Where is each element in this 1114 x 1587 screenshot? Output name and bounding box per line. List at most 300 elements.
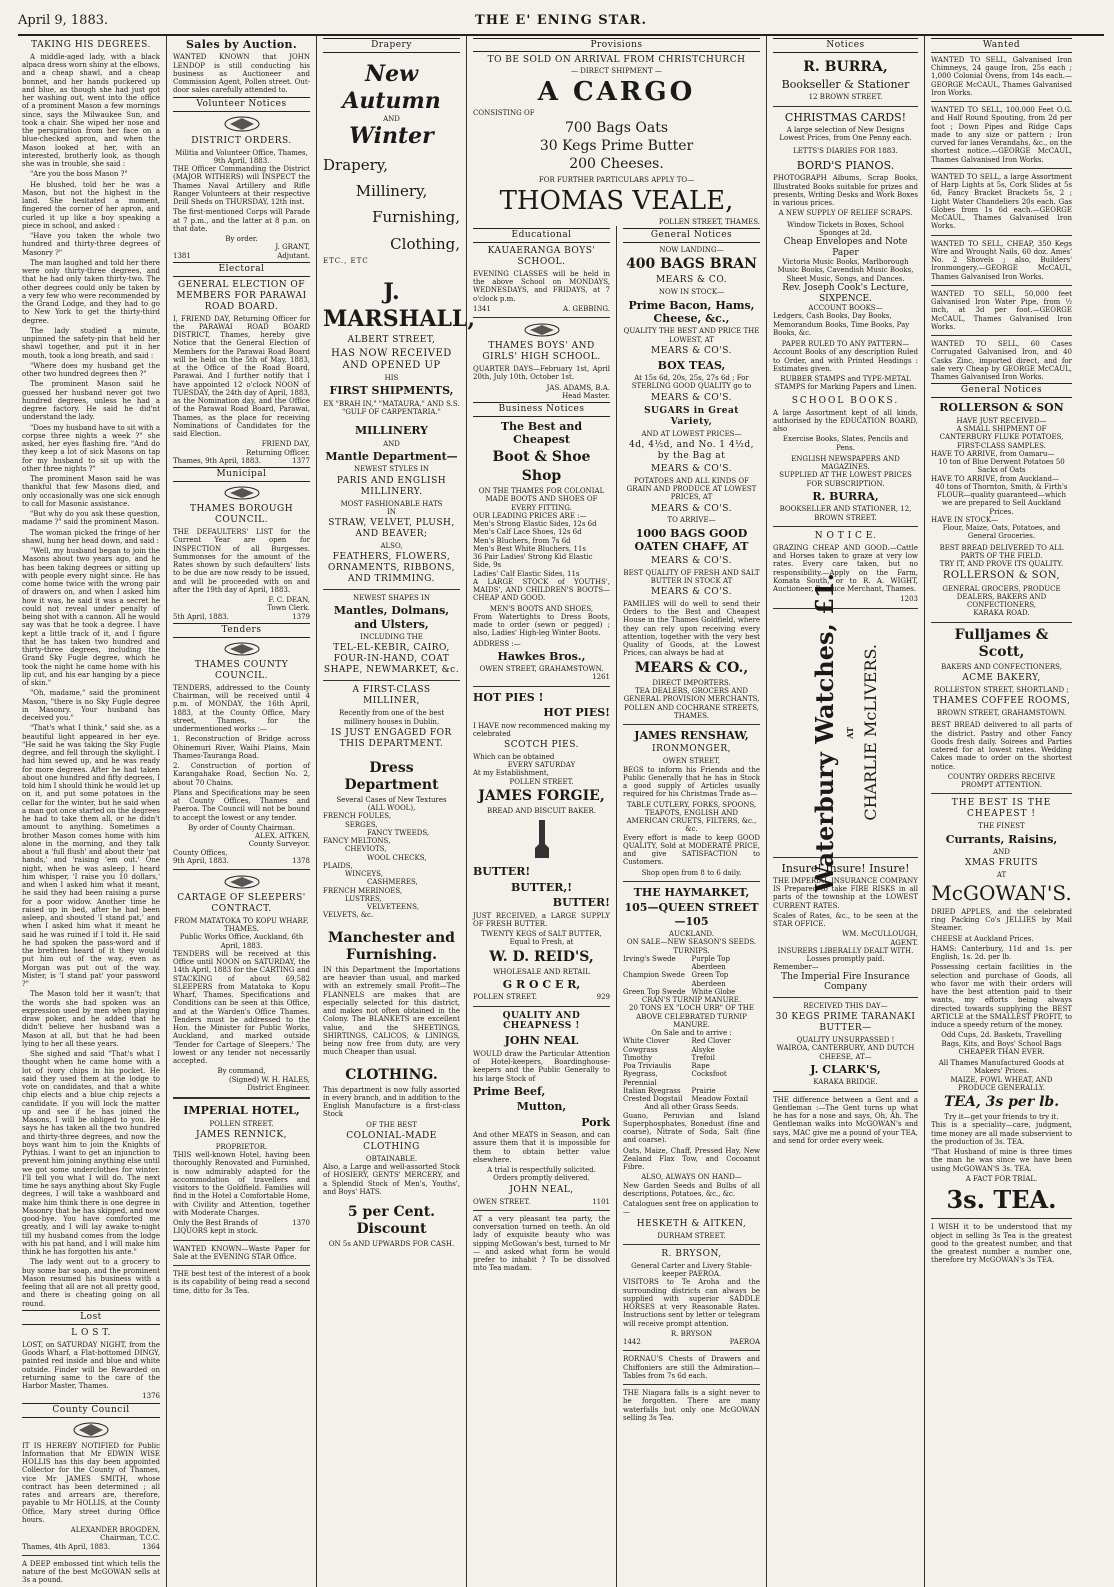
electoral-date: Thames, 9th April, 1883. [173,456,262,465]
section-provisions: Provisions [473,38,760,52]
filler-text: THE Niagara falls is a sight never to be forgotten. There are many waterfalls but only one McGOWAN selling 3s Tea. [623,1389,760,1422]
oaten-chaff: 1000 BAGS GOOD OATEN CHAFF, AT [634,526,749,554]
tenders-item: 1. Reconstruction of Bridge across Ohinemuri River, Waihi Plains, Main Thames-Tauranga Road. [173,735,310,760]
insure-company: THE IMPERIAL INSURANCE COMPANY [773,876,918,885]
neal-text: WOULD draw the Particular Attention of Hotel-keepers, Boardinghouse-keepers and the Public Generally to his large Stock of [473,1049,610,1083]
seed-item: Trefoil [691,1053,715,1062]
rollerson-try: TRY IT, AND PROVE ITS QUALITY. [939,560,1064,569]
coffee-rooms: THAMES COFFEE ROOMS, [932,696,1071,707]
tenders-place: County Offices, [173,848,228,857]
renshaw-trade: IRONMONGER, [652,744,731,755]
ad-number: 1377 [292,456,310,465]
bryson-place: PAEROA [729,1338,760,1347]
bryson-subtitle: General Carter and Livery Stable-keeper PAEROA. [631,1261,752,1279]
families-text: FAMILIES will do well to send their Orders to the Best and Cheapest House in the Thames Goldfield, where they can rely upon receiving every attention, together with the very best Quality of Goods, at the Lowest Prices, can always be had at [623,599,760,658]
tenders-signatory: ALEX. AITKEN, [255,832,310,841]
boot-price-item: 36 Pair Ladies' Strong Kid Elastic Side, 9s [473,553,593,570]
haymarket-city: AUCKLAND. [669,930,714,939]
story-headline: TAKING HIS DEGREES. [31,40,151,50]
pianos-text: BORD'S PIANOS. [796,158,895,172]
wanted-ad: WANTED TO SELL, CHEAP, 350 Kegs Wire and Wrought Nails, 60 doz. Ames' No. 2 Shovels ; also, Builders' Ironmongery.—GEORGE McCAUL, Thames Galvanised Iron Works. [931,239,1072,281]
neal-headline: QUALITY AND CHEAPNESS ! [502,1010,581,1032]
crest-icon [222,485,262,501]
story-paragraph: "Well, my husband began to join the Masons about two years ago, and he has been taking degrees or sitting up with people every night since. He has come home twice with the wrong pair of drawers on, and when I asked him how it was, he said it was a secret he could not reveal under penalty of being shot with a cannon. All he would say was that he took a degree. I have kept a little track of it, and I figure that he has taken two hundred and thirty-three degrees, including the Grand Sky Fugle degree, which he took the night he came home with his lip cut, and his ear hanging by a piece of skin." [22,547,160,688]
cartage-title: CARTAGE OF SLEEPERS' CONTRACT. [177,893,306,914]
rollerson-arrive-text: 10 ton of Blue Derwent Potatoes 50 Sacks of Oats [938,458,1065,475]
cargo-heading: A CARGO [537,77,696,108]
wanted-text: WANTED KNOWN—Waste Paper for Sale at the EVENING STAR Office. [173,1244,310,1261]
pointing-hand-icon [532,818,552,862]
school-text: A large Assortment kept of all kinds, authorised by the EDUCATION BOARD, also [773,408,918,434]
clothing-text: This department is now fully assorted in every branch, and in addition to the English Manufacture is a first-class Stock [323,1085,460,1119]
burra-subtitle: Bookseller & Stationer [781,78,910,92]
mcgowan-name: McGOWAN'S. [931,881,1072,906]
bryson-name-2: R. BRYSON [670,1329,713,1338]
council-text: IT IS HEREBY NOTIFIED for Public Information that Mr EDWIN WISE HOLLIS has this day been appointed Collector for the County of Thames, vice Mr JAMES SMITH, whose contract has been determined ; all rates and arrears are, therefore, payable to Mr HOLLIS, at the County Office, Mary street during Office hours. [22,1441,160,1524]
reid-address: POLLEN STREET. [473,993,538,1002]
clover-list [623,1037,760,1103]
wanted-ad: WANTED TO SELL, 60 Cases Corrugated Galvanised Iron, and 40 Casks Zinc, imported direct, and for sale very Cheap by GEORGE McCAUL, Thames Galvanised Iron Works. [931,340,1072,382]
ad-number: 1376 [142,1392,160,1401]
ad-number: 1101 [592,1197,610,1206]
section-educational: Educational [473,228,610,243]
turnips-heading: TURNIPS. [673,946,710,955]
column-5 [616,226,766,1587]
volunteer-subtitle: Militia and Volunteer Office, Thames, 9th April, 1883. [175,148,308,165]
story-paragraph: She sighed and said "That's what I thought when he came home with a lot of ivory chips in his pocket. He said they used them at the lodge to vote on candidates, and that a white chip elects and a blue chip rejects a candidate. If you will lock the matter up and see if he has joined the Masons, I will be obliged to you. He says he has taken all the two hundred and thirty-three degrees, and now the boys want him to join the Knights of Pythias. I want to get an injunction to prevent him joining anything else until we got some underclothes for winter. I'll tell you what I will do. The next time he says anything about Sky Fugle degrees, I will take a washboard and make him think there is one degree in Masonry that he has skipped, and now good-bye. You have comforted me greatly, and I will lay awake to-night till my husband comes from the lodge with his pat hand, and I will make him think he has forgotten his ante." [22,1050,160,1257]
electoral-signatory: FRIEND DAY, [261,440,310,449]
xmas-fruits: XMAS FRUITS [965,858,1038,869]
marshall-address: ALBERT STREET, [347,334,436,345]
ad-number: 1341 [473,304,491,313]
section-business: Business Notices [473,402,610,417]
cargo-item: 30 Kegs Prime Butter [539,137,694,154]
rollerson-name-2: ROLLERSON & SON, [942,570,1061,582]
at-text: AT [996,871,1007,880]
neal-name-2: JOHN NEAL, [509,1184,574,1195]
butter-kegs: TWENTY KEGS of SALT BUTTER, Equal to Fresh, at [481,930,602,947]
pies-obtained: Which can be obtained [473,752,555,761]
cartage-office: Public Works Office, Auckland, 6th April, 1883. [179,933,304,950]
three-tea: 3s. TEA. [946,1185,1057,1215]
reid-subtitle: WHOLESALE AND RETAIL [493,967,590,976]
boot-price-item: Men's Calf Lace Shoes, 12s 6d [473,528,582,537]
discount-heading: 5 per Cent. Discount [347,1204,436,1238]
seed-item: Crested Dogstail [623,1095,683,1104]
edu-title: KAUAERANGA BOYS' SCHOOL. [487,245,596,267]
rollerson-bread: BEST BREAD DELIVERED TO ALL PARTS OF THE FIELD. [939,543,1064,560]
manure-heading: CRAN'S TURNIP MANURE. [641,996,742,1005]
fabric-item: VELVETEENS, [367,903,419,912]
dried-text: DRIED APPLES, and the celebrated ring Packing Co's JELLIES by Mail Steamer. [931,907,1072,933]
hotel-footnote: Only the Best Brands of LIQUORS kept in stock. [173,1219,258,1236]
millinery-heading: MILLINERY [354,424,429,438]
also-sale: On Sale and to arrive : [651,1029,732,1038]
fabric-item: CASHMERES, [367,878,418,887]
rollerson-received: HAVE JUST RECEIVED— [956,416,1047,425]
best-is-cheapest: THE BEST IS THE CHEAPEST ! [951,798,1052,820]
also-text: ALSO, [380,541,403,550]
cheap-text: Cheap Envelopes and Note Paper [783,237,908,258]
seed-item: Timothy [623,1053,653,1062]
newest-text: NEWEST STYLES IN [354,465,429,474]
neal-name: JOHN NEAL [504,1034,579,1048]
municipal-signatory: F. C. DEAN, [268,596,310,605]
edu-text: EVENING CLASSES will be held in the above School on MONDAYS, WEDNESDAYS, and FRIDAYS, at 7 o'clock p.m. [473,269,610,303]
kegs-text: 30 KEGS PRIME TARANAKI BUTTER— [775,1012,916,1034]
mears-name: MEARS & CO'S. [651,392,732,403]
story-paragraph: The man laughed and told her there were only thirty-three degrees, and that he had only taken thirty-two. The other degrees could only be taken by a very few who were recommended by the Grand Lodge, and they had to go to New York to get the thirty-third degree. [22,258,160,325]
turnip-item: White Globe [691,987,736,996]
volunteer-text-2: The first-mentioned Corps will Parade at 7 p.m., and the latter at 8 p.m. on that date. [173,208,310,233]
pies-street: POLLEN STREET. [509,777,574,786]
story-paragraph: A middle-aged lady, with a black alpaca dress worn shiny at the elbows, and a cheap shawl, and a cheap bonnet, and her hands puckered up and blue, as though she had just got her washing out, went into the office of a prominent Mason a few mornings since, says the Milwaukee Sun, and took a chair. She wiped her nose and the perspiration from her face on a blue-checked apron, and when the Mason looked at her, with an interested, brotherly look, as though she was in trouble, she said : [22,52,160,169]
column-1 [16,36,166,1587]
fulljames-name: Fulljames & Scott, [954,626,1049,660]
wairoa-text: WAIROA, CANTERBURY, AND DUTCH CHEESE, AT— [776,1044,915,1061]
relief-text: A NEW SUPPLY OF RELIEF SCRAPS. [778,209,913,218]
story-paragraph: The lady studied a minute, unpinned the safety-pin that held her shawl together, and put it in her mouth, took a long breath, and said : [22,326,160,360]
electoral-title: GENERAL ELECTION OF MEMBERS FOR PARAWAI ROAD BOARD. [176,279,307,312]
hesketh-address: DURHAM STREET. [657,1231,726,1240]
reid-grocer: G R O C E R, [502,977,581,991]
turnip-item: Irving's Swede [623,954,676,963]
importers-text: DIRECT IMPORTERS. [652,678,731,687]
tenders-order: By order of County Chairman. [188,823,295,832]
cargo-consisting: CONSISTING OF [473,109,535,118]
column-3 [316,36,476,1587]
neal-orders: Orders promptly delivered. [493,1174,590,1183]
edu-signatory: A. GEBBING. [563,304,610,313]
tea-try: Try it—get your friends to try it. [944,1113,1059,1122]
scotch-pies: SCOTCH PIES. [504,740,579,750]
dress-wool: (ALL WOOL), [367,804,416,813]
section-general-notices: General Notices [623,228,760,243]
neal-text-2: And other MEATS in Season, and can assure them that it is impossible for them to obtain better value elsewhere. [473,1131,610,1164]
fabric-item: FANCY MELTONS, [323,837,391,846]
municipal-title: THAMES BOROUGH COUNCIL. [189,504,294,526]
insure-scales: Scales of Rates, &c., to be seen at the STAR OFFICE. [773,911,918,929]
renshaw-hours: Shop open from 8 to 6 daily. [641,868,742,877]
story-paragraph: "Does my husband have to sit with a corpse three nights a week ?" she asked, her eyes flashing fire. "And do they keep a lot of sick Masons on tap for my husband to sit up with the other three nights ?" [22,423,160,473]
ad-number: 1261 [592,673,610,682]
burra-subtitle-2: BOOKSELLER AND STATIONER, 12, BROWN STREET. [779,505,912,522]
boot-large: A LARGE STOCK of YOUTHS', MAIDS', AND CHILDREN'S BOOTS—CHEAP AND GOOD. [473,577,610,603]
dress-text: Several Cases of New Textures [336,795,447,804]
box-prices: At 15s 6d, 20s, 25s, 27s 6d ; For STERLING GOOD QUALITY go to [631,374,752,391]
story-paragraph: "Are you the boss Mason ?" [30,170,128,179]
watches-at: AT [844,726,855,739]
account-text: ACCOUNT BOOKS— [808,304,883,313]
column-7 [924,36,1078,1587]
crest-icon [222,115,262,133]
tenders-text-2: Plans and Specifications may be seen at County Offices, Thames and Paeroa. The Council will not be bound to accept the lowest or any tender. [173,788,310,822]
bryson-text: VISITORS to Te Aroha and the surrounding districts can always be supplied with superior SADDLE HORSES at very Reasonable Rates. Instructions sent by letter or telegram will receive prompt attention. [623,1278,760,1328]
mantle-heading: Mantle Department— [325,449,458,463]
forgie-name: JAMES FORGIE, [478,787,605,804]
fabric-item: VELVETS, &c. [323,911,374,920]
provisions-direct: — DIRECT SHIPMENT — [571,67,662,75]
drapery-headline: New Autumn [342,60,441,114]
mears-name: MEARS & CO'S. [651,587,732,598]
seed-item: Rape [691,1062,710,1071]
volunteer-title: DISTRICT ORDERS. [191,135,292,146]
volunteer-role: Adjutant. [277,251,310,260]
cartage-signatory: (Signed) W. H. HALES, [229,1075,310,1084]
clark-address: KARAKA BRIDGE. [813,1078,878,1087]
columns-4-5 [466,36,766,1587]
manchester-text: IN this Department the Importations are heavier than usual, and marked with an extremely small Profit—The FLANNELS are makes that are especially selected for this district, and makes not often obtained in the Colony. The BLANKETS are excellent value, and the SHEETINGS, SHIRTINGS, CALICOS, & LININGS, being now free from duty, are very much Cheaper than usual. [323,965,460,1057]
column-2 [166,36,316,1587]
neal-pork: Pork [581,1115,610,1129]
victoria-text: Victoria Music Books, Marlborough Music Books, Cavendish Music Books, Sheet Music, Songs, and Dances. [777,258,914,283]
marshall-ships: EX "BRAH IN," "MATAURA," AND S.S. "GULF OF CARPENTARIA." [323,399,460,417]
rollerson-arrive: HAVE TO ARRIVE, from Oamaru— [931,449,1055,458]
pies-text: I HAVE now recommenced making my celebrated [473,721,610,738]
photo-text: PHOTOGRAPH Albums, Scrap Books, Illustrated Books suitable for prizes and presents, Writing Desks and Work Boxes in various prices. [773,174,918,208]
boot-subtitle: ON THE THAMES FOR COLONIAL MADE BOOTS AND SHOES OF EVERY FITTING. [478,487,605,512]
fabric-item: LUSTRES, [345,894,382,903]
filler-text: THE difference between a Gent and a Gentleman :—The Gent turns up what he has for a nose and says, Oh, Ah. The Gentleman walks into McGOWAN's and says, MAC give me a pound of your TEA, and send for order every week. [773,1095,918,1145]
tea-speciality: This is a speciality—care, judgment, time money are all made subservient to the production of 3s. TEA. [931,1121,1072,1146]
ad-number: 1203 [900,595,918,604]
boot-heading-2: Boot & Shoe [492,448,591,465]
rollerson-stock-text: Flour, Maize, Oats, Potatoes, and General Groceries. [942,524,1061,541]
paris-text: PARIS AND ENGLISH MILLINERY. [336,475,447,497]
coffee-address: BROWN STREET, GRAHAMSTOWN. [936,709,1067,718]
tenders-text: TENDERS, addressed to the County Chairman, will be received until 4 p.m. of MONDAY, the 16th April, 1883, at the County Office, Mary street, Thames, for the undermentioned works :— [173,683,310,734]
mantles-heading: Mantles, Dolmans, and Ulsters, [333,604,450,631]
turnip-item: Green Top Swede [623,987,686,996]
mears-name: MEARS & CO. [655,275,728,286]
neal-beef: Prime Beef, [473,1084,546,1098]
section-drapery: Drapery [323,38,460,53]
volunteer-signatory: J. GRANT, [275,243,310,252]
garden-text: New Garden Seeds and Bulbs of all descriptions, Potatoes, &c., &c. [623,1181,760,1198]
exercise-text: Exercise Books, Slates, Pencils and Pens. [782,435,909,452]
bags-bran: 400 BAGS BRAN [626,256,757,273]
story-paragraph: "That's what I think," said she, as a beautiful light appeared in her eye. "He said he was taking the Sky Fugle degree, and fell through the skylight. I had him sewed up, and he was ready for more degrees. After he had taken about one hundred and fifty degrees, I told him I should think he would let up on it, and put some potatoes in the cellar for the winter, but he said when a man got once started on the degrees he had to take them all, or he didn't amount to anything. Sometimes a brother Mason comes home with him alone in the morning, and they talk about a 'full flush' and about their 'pat hands,' and 'raising 'em out.' One night, when he was asleep, I heard him whisper, 'I raise you 10 dollars,' and when I asked him what it meant, he said they had been raising a purse for a poor widow. Another time he raised up in bed, after he had been asleep, and shouted 'I stand pat,' and when I asked him what it meant he said he was ruined if I told it. He said he had spoken the pass-word and if the brethren heard of it they would put him out of the way, even as Morgan was put out of the way. Mister, is 'I stand pat' your password ?" [22,724,160,989]
odd-text: Odd Cups, 2d. Baskets, Travelling Bags, Kits, and Boys' School Bags CHEAPER THAN EVER. [941,1031,1062,1056]
notice-text: GRAZING CHEAP AND GOOD.—Cattle and Horses taken to graze at very low rates. Every care taken, but no responsibility.—Apply on the Farm, Komata South, or to R. A. WIGHT, Auctioneer, Produce Merchant, Thames. [773,543,918,594]
insure-text: IS Prepared to take FIRE RISKS in all parts of the township at the LOWEST CURRENT RATES. [773,885,918,910]
finest-text: THE FINEST [978,822,1025,831]
boot-text: From Watertights to Dress Boots, made to order (sewn or pegged) ; also, Ladies' High-leg Winter Boots. [473,612,610,638]
colonial-text: COLONIAL-MADE CLOTHING [346,1130,437,1152]
cartage-subtitle: FROM MATATOKA TO KOPU WHARF, THAMES. [174,916,309,934]
cartage-text: TENDERS will be received at this Office until NOON on SATURDAY, the 14th April, 1883 for the CARTING and STACKING of about 69,582 SLEEPERS from Matatoka to Kopu Wharf, Thames. Specifications and Conditions can be seen at this Office, and at the Warden's Office Thames. Tenders must be addressed to the Hon. the Minister for Public Works, Auckland, and marked outside 'Tender for Cartage of Sleepers.' The lowest or any tender not necessarily accepted. [173,949,310,1066]
neal-mutton: Mutton, [516,1100,567,1114]
hotel-text: THIS well-known Hotel, having been thoroughly Renovated and Furnished, is now admirably adapted for the accommodation of travellers and visitors to the Goldfield. Families will find in the Hotel a Comfortable Home, with Civility and Attention, together with Moderate Charges. [173,1151,310,1217]
section-wanted: Wanted [931,38,1072,53]
fabric-list [323,812,460,919]
electoral-text: I, FRIEND DAY, Returning Officer for the PARAWAI ROAD BOARD DISTRICT, Thames, hereby give Notice that the General Election of Members for the Parawai Road Board will be held on the 5th of May, 1883, at the Office of the Road Board, Parawai. And I further notify that I have appointed 12 o'clock NOON of TUESDAY, the 24th day of April, 1883, as the Nomination day, and the Office of the Parawai Road Board, Parawai, Thames, as the place for receiving Nominations of Candidates for the said Election. [173,314,310,439]
fabric-item: CHEVIOTS, [345,845,387,854]
story-paragraph: The Mason told her it wasn't; that the words she had spoken was an expression used by men when playing draw poker, and he added that he didn't believe her husband was a Mason at all, but that he had been lying to her all these years. [22,990,160,1048]
boot-prices-heading: OUR LEADING PRICES ARE :— [473,511,587,520]
hs-text: QUARTER DAYS—February 1st, April 20th, July 10th, October 1st. [473,365,610,382]
dress-heading: Dress Department [344,759,439,793]
section-electoral: Electoral [173,262,310,277]
fabric-item: WINCEYS, [345,870,383,879]
rollerson-trade: GENERAL GROCERS, PRODUCE DEALERS, BAKERS AND CONFECTIONERS, [942,584,1061,610]
renshaw-cutlery: TABLE CUTLERY, FORKS, SPOONS, TEAPOTS, ENGLISH AND AMERICAN CRUETS, FILTERS, &c., &c. [626,800,757,834]
renshaw-address: OWEN STREET, [662,757,721,766]
fabric-item: WOOL CHECKS, [367,853,427,862]
mears-name: MEARS & CO'S. [651,503,732,514]
burra-address: 12 BROWN STREET. [808,93,883,102]
renshaw-text: BEGS to inform his Friends and the Public Generally that he has in Stock a good supply of Articles usually required for his Christmas Trade as— [623,765,760,799]
mears-name: MEARS & CO'S. [651,463,732,474]
sugar-prices: 4d, 4½d, and No. 1 4½d, by the Bag at [629,439,754,461]
ledgers-text: Ledgers, Cash Books, Day Books, Memorandum Books, Time Books, Pay Books, &c. [773,312,910,337]
manchester-heading: Manchester and Furnishing. [328,929,455,963]
wanted-ad: WANTED TO SELL, Galvanised Iron Chimneys, 24 gauge Iron, 25s each ; 1,000 Colonial Ovens, from 14s each.—GEORGE McCAUL, Thames Galvanised Iron Works. [931,55,1072,97]
straw-text: STRAW, VELVET, PLUSH, AND BEAVER; [328,518,455,540]
mears-name: MEARS & CO'S. [651,345,732,356]
marshall-shipments: FIRST SHIPMENTS, [329,384,454,398]
renshaw-text-2: Every effort is made to keep GOOD QUALITY, Sold at MODERATE PRICE, and give SATISFACTION to Customers. [623,833,760,867]
pies-heading: HOT PIES ! [473,690,544,704]
crest-icon [71,1421,111,1439]
boot-price-item: Men's Best White Bluchers, 11s [473,544,586,553]
filler-text: AT a very pleasant tea party, the conversation turned on teeth. An old lady of exquisite beauty who was sipping McGowan's best, turned to Mr — and asked what form he would prefer to inhabit ? To be dissolved into Tea madam. [473,1214,610,1273]
story-paragraph: "Oh, madame," said the prominent Mason, "there is no Sky Fugle degree in Masonry. Your husband has deceived you." [22,689,160,723]
maize-text: MAIZE, FOWL WHEAT, AND PRODUCE GENERALLY. [950,1075,1053,1092]
marshall-received: HAS NOW RECEIVED AND OPENED UP [331,347,452,371]
auction-text: WANTED KNOWN that JOHN LENDOP is still conducting his business as Auctioneer and Commission Agent, Pollen street. Out-door sales carefully attended to. [173,53,310,95]
butter-text: JUST RECEIVED, a LARGE SUPPLY OF FRESH BUTTER. [473,911,610,928]
cheese-text: CHEESE at Auckland Prices. [931,934,1034,943]
issue-date: April 9, 1883. [18,12,109,28]
seed-item: Meadow Foxtail [691,1095,748,1104]
potatoes-text: POTATOES AND ALL KINDS OF GRAIN AND PRODUCE AT LOWEST PRICES, AT [626,476,757,502]
remember-text: Remember— [773,963,819,972]
boot-price-list [473,520,610,578]
story-paragraph: "Where does my husband get the other two hundred degrees then ?" [22,361,160,379]
section-volunteer: Volunteer Notices [173,97,310,112]
crest-icon [222,874,262,890]
boot-heading-3: Shop [521,467,562,484]
ad-number: 1364 [142,1542,160,1551]
tel-text: TEL-EL-KEBIR, CAIRO, FOUR-IN-HAND, COAT SHAPE, NEWMARKET, &c. [323,643,460,676]
fulljames-trade: BAKERS AND CONFECTIONERS, [941,662,1062,671]
veale-address: POLLEN STREET, THAMES. [658,217,760,226]
tenders-title: THAMES COUNTY COUNCIL. [194,659,289,681]
seed-item: Alsyke [691,1045,715,1054]
drapery-line: Millinery, [355,182,428,200]
fabric-item: SERGES, [345,820,378,829]
butter-heading-3: BUTTER! [552,896,610,910]
hats-text: MOST FASHIONABLE HATS [340,499,443,508]
municipal-date: 5th April, 1883. [173,612,229,621]
catalogue-text: Catalogues sent free on application to— [623,1200,759,1217]
wanted-ad: WANTED TO SELL, 50,000 feet Galvanised Iron Water Pipe, from ½ inch, at 3d per foot.—GEORGE McCAUL, Thames Galvanised Iron Works. [931,289,1072,331]
turnip-item: Champion Swede [623,971,685,980]
unsurpassed-text: QUALITY UNSURPASSED ! [796,1036,895,1045]
watches-text: Waterbury Watches, £1. [810,572,840,893]
garden-heading: ALSO, ALWAYS ON HAND— [641,1173,742,1182]
in-text: IN [387,507,396,516]
story-paragraph: The lady went out to a grocery to buy some bar soap, and the prominent Mason resumed his business with a feeling that all are not all pretty good, and there is cheating going on all round. [22,1258,160,1308]
hotel-title: IMPERIAL HOTEL, [183,1104,300,1118]
sugars-subtitle: AND AT LOWEST PRICES— [641,429,742,438]
hawkes-address: OWEN STREET, GRAHAMSTOWN. [479,665,604,674]
mears-name-large: MEARS & CO., [634,659,749,676]
rollerson-arrive-text-2: 40 tons of Thornton, Smith, & Firth's FLOUR—quality guaranteed—which we are prepared to Sell Auckland Prices. [935,482,1068,516]
masthead [18,6,1104,36]
page-columns [16,36,1106,1585]
rollerson-arrive-2: HAVE TO ARRIVE, from Auckland— [931,474,1059,483]
rollerson-stock: HAVE IN STOCK— [931,515,999,524]
rollerson-name: ROLLERSON & SON [939,401,1064,415]
xmas-text: A large selection of New Designs Lowest Prices, from One Penny each. [779,126,912,143]
instock-text: NOW IN STOCK— [658,288,725,297]
story-paragraph: "Have you taken the whole two hundred and thirty-three degrees of Masonry ?" [22,232,160,257]
crest-icon [522,322,562,338]
tenders-date: 9th April, 1883. [173,856,229,865]
pies-establishment: At my Establishment, [473,769,549,778]
school-books: SCHOOL BOOKS. [791,395,900,406]
story-paragraph: The prominent Mason said he guessed her husband never got two hundred degrees, unless he had a degree factory. He said he did'nt understand the lady. [22,380,160,422]
burra-name: R. BURRA, [803,58,888,75]
ad-number: 1379 [292,612,310,621]
country-orders: COUNTRY ORDERS RECEIVE PROMPT ATTENTION. [947,772,1056,790]
ad-number: 1370 [292,1219,310,1228]
filler-text: I WISH it to be understood that my object in selling 3s Tea is the greatest good to the greatest number, and that the greatest number a number one, therefore try McGOWAN's 3s TEA. [931,1223,1072,1265]
turnip-item: Purple Top Aberdeen [691,954,730,972]
oats-text: Oats, Maize, Chaff, Pressed Hay, New Zealand Flax Tow, and Cocoanut Fibre. [623,1146,760,1172]
seeds-text: ON SALE—NEW SEASON'S SEEDS. [626,938,757,947]
seed-item: Poa Triviaulis [623,1062,672,1071]
incl-text: INCLUDING THE [360,633,423,642]
seed-item: Prairie [691,1086,716,1095]
drapery-line: Drapery, [323,155,389,174]
section-tenders: Tenders [173,623,310,638]
landing-text: NOW LANDING— [659,245,724,254]
bryson-name: R. BRYSON, [661,1248,722,1259]
drapery-line: Furnishing, [372,208,460,227]
discount-text: ON 5s AND UPWARDS FOR CASH. [328,1240,455,1249]
address-label: ADDRESS :— [473,639,521,648]
sugars-heading: SUGARS in Great Variety, [644,405,739,427]
letts-text: LETTS'S DIARIES FOR 1883. [793,146,898,155]
hotel-proprietor: JAMES RENNICK, [195,1129,288,1140]
cargo-item: 700 Bags Oats [564,119,669,136]
hs-role: Head Master. [562,391,610,400]
burra-name-2: R. BURRA, [812,489,879,503]
cartage-command: By command, [217,1067,266,1076]
municipal-role: Town Clerk. [267,604,310,613]
seed-item: Cocksfoot [691,1070,727,1079]
wanted-ad: WANTED TO SELL, a large Assortment of Harp Lights at 5s, Cork Slides at 5s 6d, Fancy Bracket Brackets 5s, 2 ; Light Water Chandeliers 20s each. Gas Globes from 1s 6d each.—GEORGE McCAUL, Thames Galvanised Iron Works. [931,172,1072,231]
grass-text: And all other Grass Seeds. [644,1103,739,1112]
council-signatory: ALEXANDER BROGDEN, [70,1526,160,1535]
section-notices: Notices [773,38,918,53]
fabric-item: PLAIDS, [323,861,353,870]
possess-text: Possessing certain facilities in the selection and purchase of Goods, all who favor me with their orders will have the best attention paid to their wants, my efforts being always directed towards supplying the BEST ARTICLE at the SMALLEST PROFIT, to induce a speedy return of the money. [931,963,1072,1030]
of-best-text: OF THE BEST [366,1120,417,1129]
drapery-line: Clothing, [390,234,460,253]
column-4 [467,226,616,1587]
best-bread-text: BEST BREAD delivered to all parts of the district. Pastry and other Fancy Goods fresh daily. Soirees and Parties catered for at lowest rates. Wedding Cakes made to order on the shortest notice. [931,721,1072,771]
milliner-heading: A FIRST-CLASS MILLINER, [352,685,431,707]
best-fresh: BEST QUALITY OF FRESH AND SALT BUTTER IN STOCK AT [623,568,760,585]
and-text: AND [383,439,400,448]
fabric-item: FRENCH MERINOES, [323,886,403,895]
manure-subtitle: 20 TONS EX "LOCH URR" OF THE ABOVE CELEBRATED TURNIP MANURE. [629,1004,754,1029]
municipal-text: THE DEFAULTERS' LIST for the Current Year are open for INSPECTION of all Burgesses. Summonses for the amount of the Rates shown by such defaulters' lists to be due are now ready to be issued, and will be proceeded with on and after the 19th day of April, 1883. [173,528,310,594]
